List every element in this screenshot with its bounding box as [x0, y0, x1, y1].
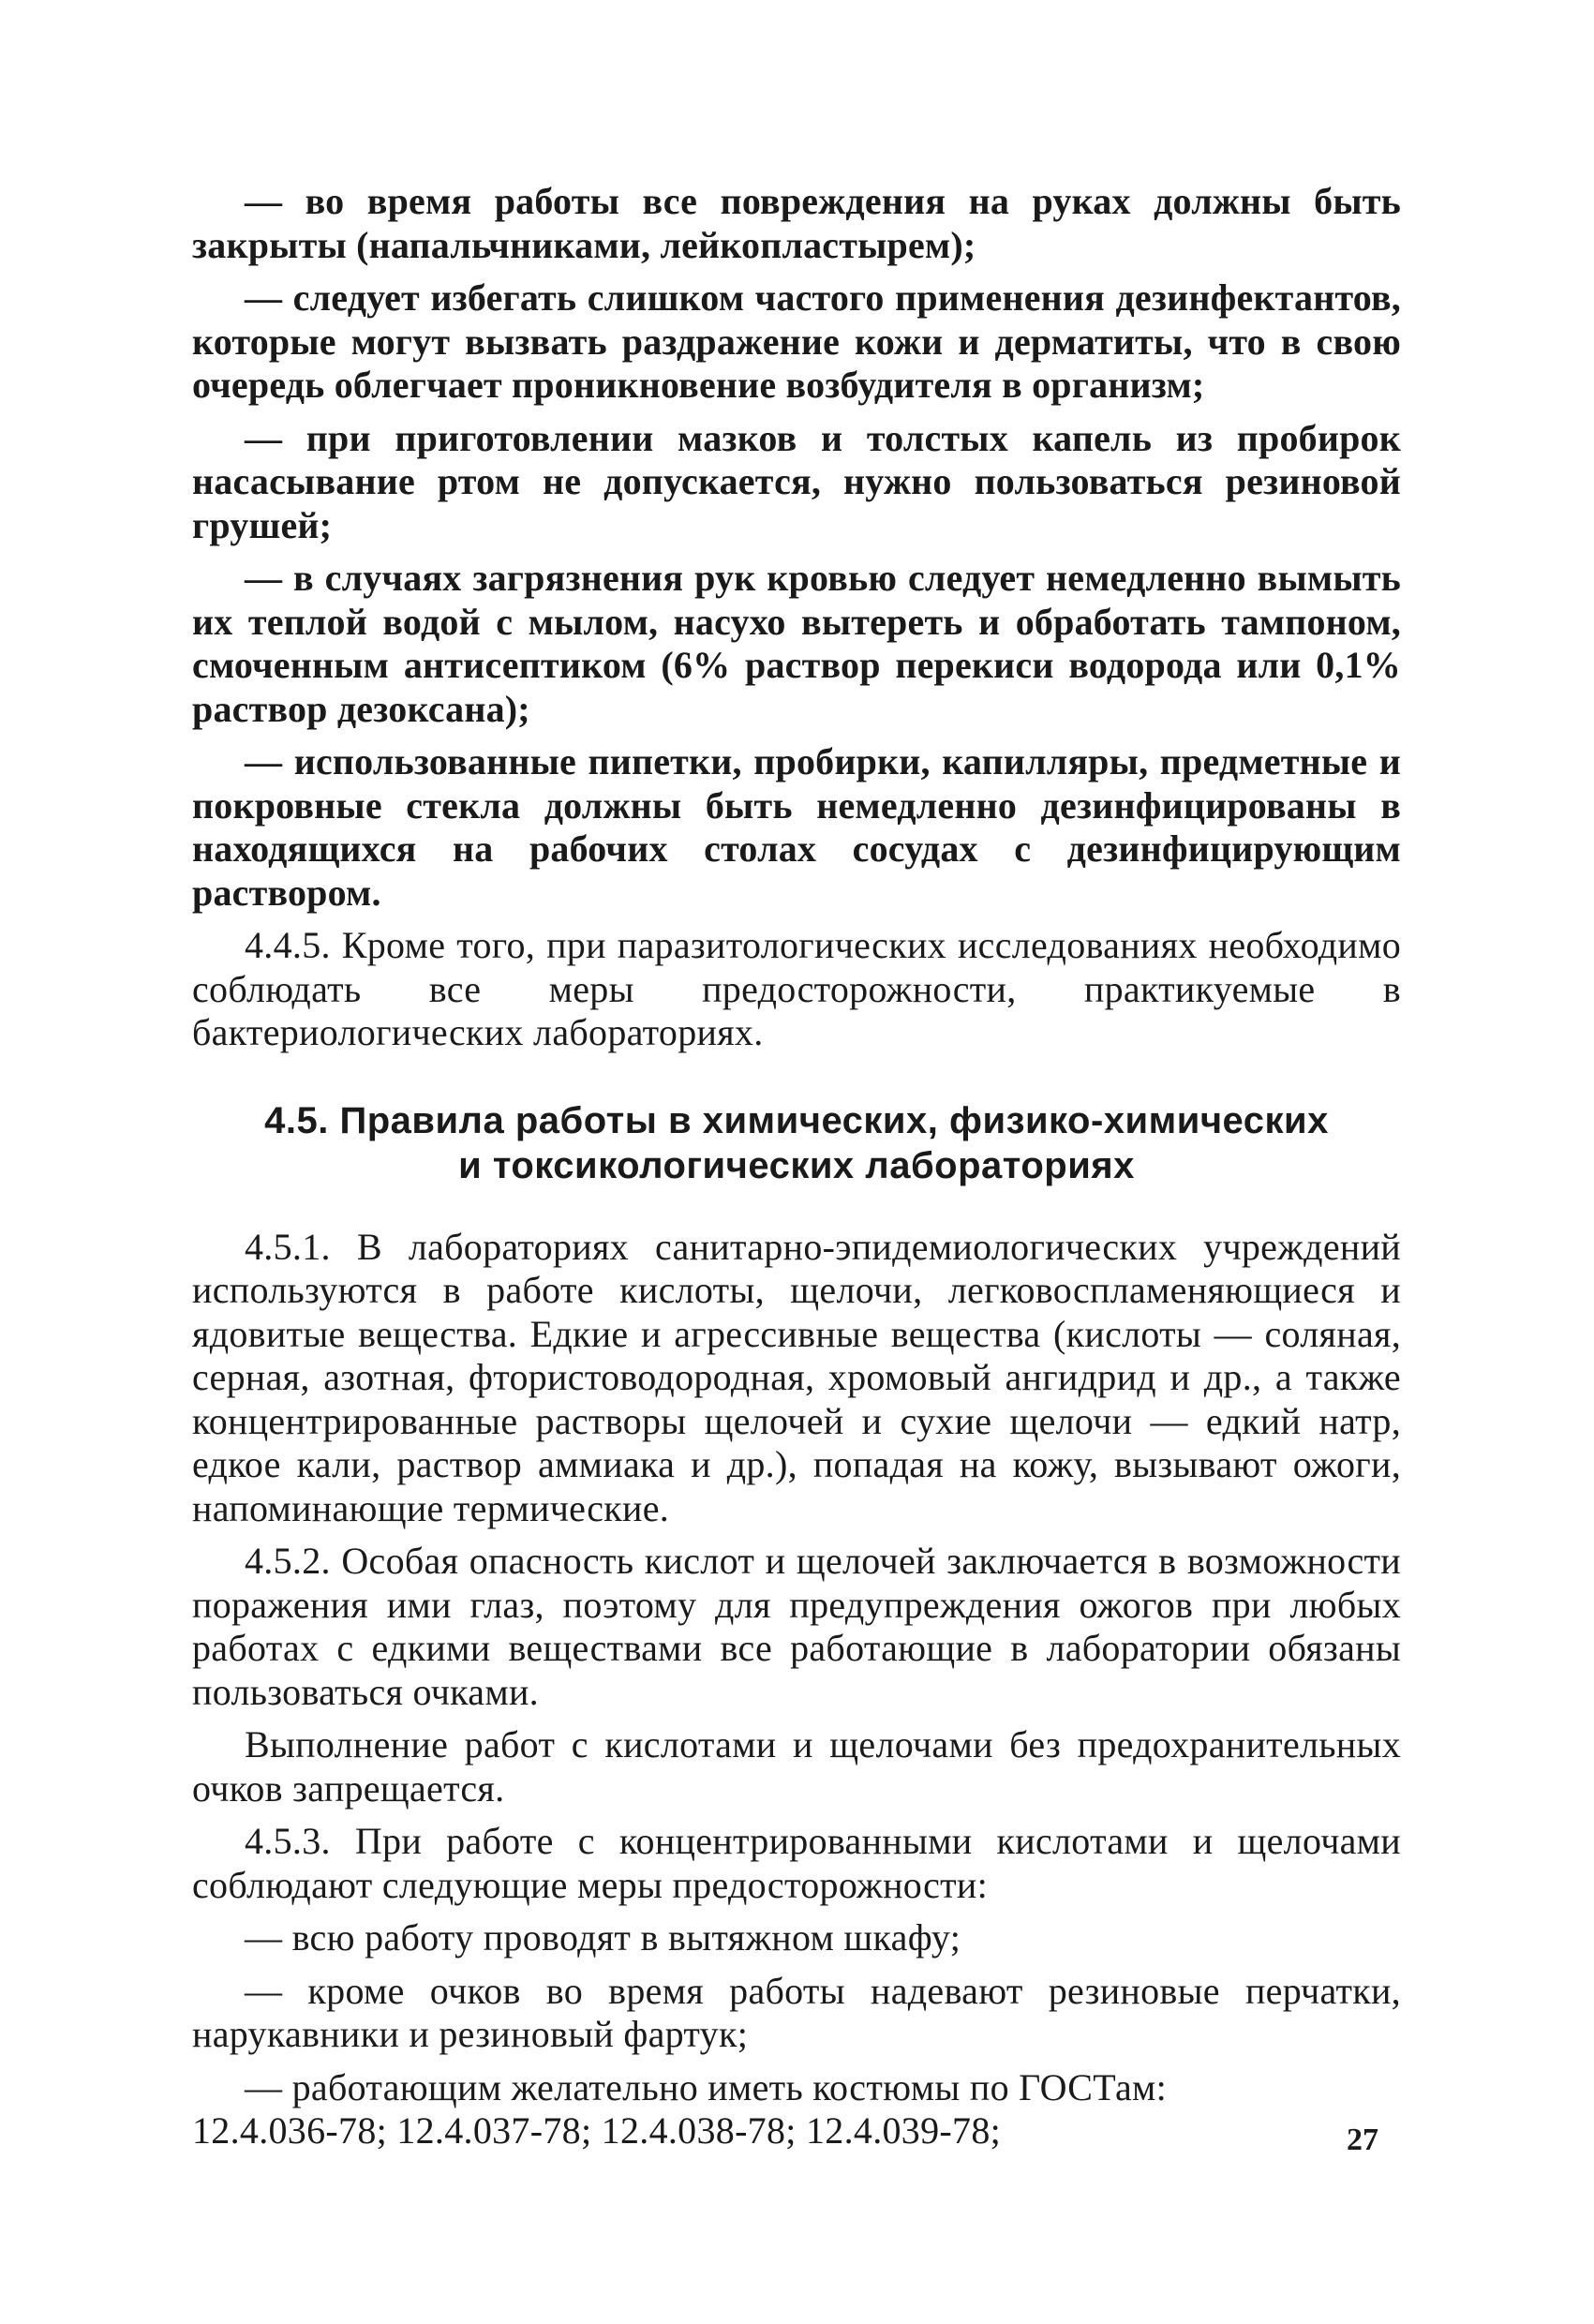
paragraph-goggles-required: Выполнение работ с кислотами и щелочами без предохранительных очков запрещается.	[192, 1723, 1401, 1810]
paragraph-disinfectants: — следует избегать слишком частого применения дезинфектантов, которые могут вызвать раздражение кожи и дерматиты, что в свою очередь облегчает проникновение возбудителя в организм;	[192, 276, 1401, 406]
page-body	[192, 180, 1401, 2163]
paragraph-wound-protection: — во время работы все повреждения на руках должны быть закрыты (напальчниками, лейкопластырем);	[192, 180, 1401, 266]
paragraph-4-4-5: 4.4.5. Кроме того, при паразитологических исследованиях необходимо соблюдать все меры предосторожности, практикуемые в бактериологических лабораториях.	[192, 924, 1401, 1053]
paragraph-blood-contamination: — в случаях загрязнения рук кровью следует немедленно вымыть их теплой водой с мылом, насухо вытереть и обработать тампоном, смоченным антисептиком (6% раствор перекиси водорода или 0,1% раствор дезоксана);	[192, 557, 1401, 730]
paragraph-4-5-2: 4.5.2. Особая опасность кислот и щелочей заключается в возможности поражения ими глаз, поэтому для предупреждения ожогов при любых работах с едкими веществами все работающие в лаборатории обязаны пользоваться очками.	[192, 1540, 1401, 1713]
section-title-line-2: и токсикологических лабораториях	[458, 1144, 1135, 1186]
paragraph-gost-suits: — работающим желательно иметь костюмы по ГОСТам:	[245, 2065, 1168, 2108]
paragraph-protective-gear: — кроме очков во время работы надевают резиновые перчатки, нарукавники и резиновый фартук;	[192, 1969, 1401, 2055]
paragraph-pipetting: — при приготовлении мазков и толстых капель из пробирок насасывание ртом не допускается, нужно пользоваться резиновой грушей;	[192, 416, 1401, 546]
paragraph-4-5-1: 4.5.1. В лабораториях санитарно-эпидемиологических учреждений используются в работе кислоты, щелочи, легковоспламеняющиеся и ядовитые вещества. Едкие и агрессивные вещества (кислоты — соляная, серная, азотная, фтористоводородная, хромовый ангидрид и др., а также концентрированные растворы щелочей и сухие щелочи — едкий натр, едкое кали, раствор аммиака и др.), попадая на кожу, вызывают ожоги, напоминающие термические.	[192, 1225, 1401, 1529]
paragraph-4-5-3: 4.5.3. При работе с концентрированными кислотами и щелочами соблюдают следующие меры предосторожности:	[192, 1820, 1401, 1906]
section-title-line-1: 4.5. Правила работы в химических, физико-химических	[264, 1099, 1329, 1141]
paragraph-fume-hood: — всю работу проводят в вытяжном шкафу;	[245, 1916, 961, 1959]
section-title	[192, 1098, 1401, 1188]
paragraph-used-glassware: — использованные пипетки, пробирки, капилляры, предметные и покровные стекла должны быть немедленно дезинфицированы в находящихся на рабочих столах сосудах с дезинфицирующим раствором.	[192, 740, 1401, 914]
paragraph-gost-list: 12.4.036-78; 12.4.037-78; 12.4.038-78; 12.4.039-78;	[192, 2109, 1002, 2152]
page-number: 27	[1347, 2123, 1378, 2157]
